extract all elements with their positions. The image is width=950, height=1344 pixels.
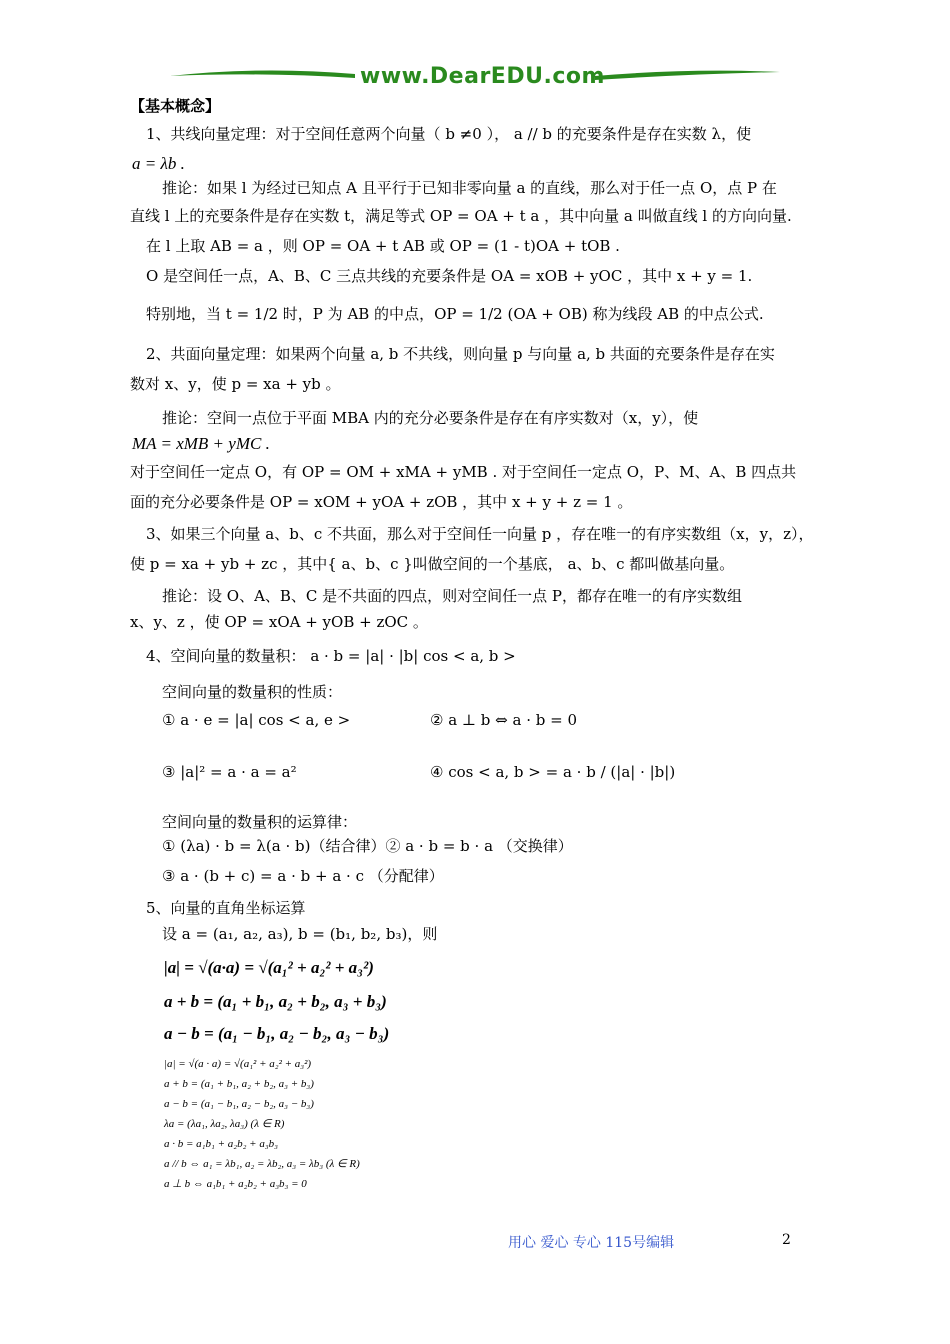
law-line: ① (λa) · b = λ(a · b)（结合律）② a · b = b · a （交换律） bbox=[162, 837, 573, 855]
text-line: 推论：如果 l 为经过已知点 A 且平行于已知非零向量 a 的直线，那么对于任一点 O，点 P 在 bbox=[162, 179, 777, 197]
text-line: O 是空间任一点，A、B、C 三点共线的充要条件是 OA = xOB + yOC ，其中 x + y = 1. bbox=[146, 267, 753, 285]
text-line: 1、共线向量定理：对于空间任意两个向量（ b ≠0 ）， a // b 的充要条件是存在实数 λ，使 bbox=[146, 125, 752, 143]
small-formula-line: λa = (λa₁, λa₂, λa₃) (λ ∈ R) bbox=[164, 1118, 285, 1130]
text-line: 推论：设 O、A、B、C 是不共面的四点，则对空间任一点 P，都存在唯一的有序实数组 bbox=[162, 587, 743, 605]
law-line: ③ a · (b + c) = a · b + a · c （分配律） bbox=[162, 867, 444, 885]
small-formula-line: a // b ⇔ a₁ = λb₁, a₂ = λb₂, a₃ = λb₃ (λ ∈ R) bbox=[164, 1158, 360, 1170]
property-1: ① a · e = |a| cos < a, e > bbox=[162, 711, 351, 729]
small-formula-line: a ⊥ b ⇔ a₁b₁ + a₂b₂ + a₃b₃ = 0 bbox=[164, 1178, 307, 1190]
text-line: 面的充分必要条件是 OP = xOM + yOA + zOB ，其中 x + y + z = 1 。 bbox=[130, 493, 633, 511]
formula-line: a − b = (a₁ − b₁, a₂ − b₂, a₃ − b₃) bbox=[164, 1024, 390, 1043]
header-site-logo: www.DearEDU.com bbox=[360, 64, 605, 89]
text-line: 直线 l 上的充要条件是存在实数 t，满足等式 OP = OA + t a ，其中向量 a 叫做直线 l 的方向向量. bbox=[130, 207, 792, 225]
text-line: 对于空间任一定点 O，有 OP = OM + xMA + yMB . 对于空间任一定点 O，P、M、A、B 四点共 bbox=[130, 463, 797, 481]
formula-line: MA = xMB + yMC . bbox=[132, 434, 270, 453]
small-formula-line: a + b = (a₁ + b₁, a₂ + b₂, a₃ + b₃) bbox=[164, 1078, 314, 1090]
property-3: ③ |a|² = a · a = a² bbox=[162, 763, 297, 781]
formula-line: a + b = (a₁ + b₁, a₂ + b₂, a₃ + b₃) bbox=[164, 992, 387, 1011]
text-line: 空间向量的数量积的运算律： bbox=[162, 813, 358, 831]
text-line: 推论：空间一点位于平面 MBA 内的充分必要条件是存在有序实数对（x，y），使 bbox=[162, 409, 699, 427]
formula-line: |a| = √(a·a) = √(a₁² + a₂² + a₃²) bbox=[164, 958, 374, 977]
text-line: 4、空间向量的数量积： a · b = |a| · |b| cos < a, b > bbox=[146, 647, 516, 665]
section-title: 【基本概念】 bbox=[130, 97, 221, 115]
small-formula-line: a − b = (a₁ − b₁, a₂ − b₂, a₃ − b₃) bbox=[164, 1098, 314, 1110]
text-line: 空间向量的数量积的性质： bbox=[162, 683, 343, 701]
text-line: 5、向量的直角坐标运算 bbox=[146, 899, 306, 917]
small-formula-line: a · b = a₁b₁ + a₂b₂ + a₃b₃ bbox=[164, 1138, 278, 1150]
text-line: 2、共面向量定理：如果两个向量 a, b 不共线，则向量 p 与向量 a, b 共面的充要条件是存在实 bbox=[146, 345, 775, 363]
property-4: ④ cos < a, b > = a · b / (|a| · |b|) bbox=[430, 763, 676, 781]
small-formula-line: |a| = √(a · a) = √(a₁² + a₂² + a₃²) bbox=[164, 1058, 312, 1070]
text-line: 使 p = xa + yb + zc ，其中{ a、b、c }叫做空间的一个基底， a、b、c 都叫做基向量。 bbox=[130, 555, 735, 573]
formula-line: a = λb . bbox=[132, 154, 185, 173]
text-line: 特别地，当 t = 1/2 时，P 为 AB 的中点，OP = 1/2 (OA + OB) 称为线段 AB 的中点公式. bbox=[146, 305, 764, 323]
text-line: 在 l 上取 AB = a ，则 OP = OA + t AB 或 OP = (1 - t)OA + tOB . bbox=[146, 237, 620, 255]
page-number: 2 bbox=[782, 1232, 791, 1248]
footer-text: 用心 爱心 专心 115号编辑 bbox=[508, 1235, 675, 1251]
text-line: 设 a = (a₁, a₂, a₃), b = (b₁, b₂, b₃)，则 bbox=[162, 925, 438, 943]
property-2: ② a ⊥ b ⇔ a · b = 0 bbox=[430, 711, 578, 729]
text-line: 3、如果三个向量 a、b、c 不共面，那么对于空间任一向量 p ，存在唯一的有序实数组（x，y，z）， bbox=[146, 525, 814, 543]
text-line: 数对 x、y，使 p = xa + yb 。 bbox=[130, 375, 341, 393]
text-line: x、y、z ，使 OP = xOA + yOB + zOC 。 bbox=[130, 613, 428, 631]
